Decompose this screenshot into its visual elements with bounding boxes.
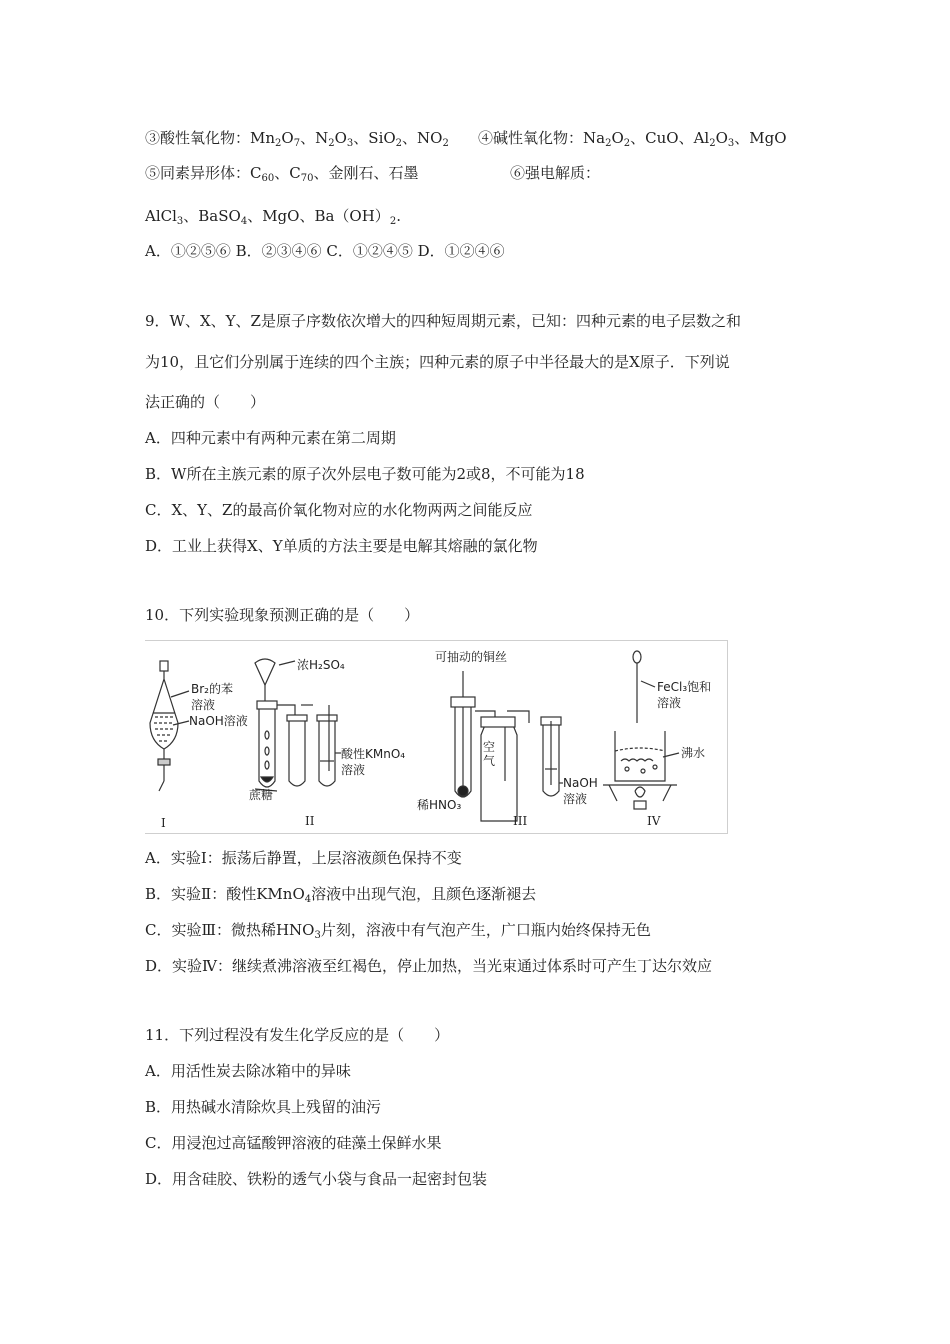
label-solution-4: 溶液	[657, 696, 682, 710]
item-strong-electrolytes-list: AlCl$_3$、BaSO$_4$、MgO、$Ba(OH)_2$.	[145, 207, 401, 227]
apparatus-drawing	[145, 641, 727, 833]
label-exp-4: IV	[647, 814, 661, 828]
q11-option-d: D．用含硅胶、铁粉的透气小袋与食品一起密封包装	[145, 1170, 488, 1188]
item-allotropes: ⑤同素异形体：$C_{60}$、$C_{70}$、金刚石、石墨	[145, 164, 419, 184]
q11-option-c: C．用浸泡过高锰酸钾溶液的硅藻土保鲜水果	[145, 1134, 442, 1152]
apparatus-two	[255, 659, 341, 791]
label-naoh: NaOH	[563, 776, 598, 790]
label-solution-1: 溶液	[191, 698, 216, 712]
q9-option-d: D．工业上获得X、Y单质的方法主要是电解其熔融的氯化物	[145, 537, 538, 555]
q10-option-c: C．实验Ⅲ：微热稀$HNO_3$片刻，溶液中有气泡产生，广口瓶内始终保持无色	[145, 921, 651, 941]
label-exp-3: III	[513, 814, 528, 828]
label-sucrose: 蔗糖	[249, 788, 274, 802]
label-exp-1: I	[161, 816, 166, 830]
label-conc-h2so4: 浓H₂SO₄	[297, 658, 345, 672]
q10-option-b: B．实验Ⅱ：酸性KMnO$_4$溶液中出现气泡，且颜色逐渐褪去	[145, 885, 537, 905]
q11-stem: 11．下列过程没有发生化学反应的是（ ）	[145, 1026, 450, 1044]
label-air-2: 气	[483, 754, 496, 768]
q9-option-c: C．X、Y、Z的最高价氧化物对应的水化物两两之间能反应	[145, 501, 533, 519]
q11-option-b: B．用热碱水清除炊具上残留的油污	[145, 1098, 382, 1116]
label-copper-wire: 可抽动的铜丝	[435, 650, 508, 664]
label-dilute-hno3: 稀HNO₃	[417, 798, 462, 812]
q10-option-a: A．实验Ⅰ：振荡后静置，上层溶液颜色保持不变	[145, 849, 462, 867]
label-air-1: 空	[483, 740, 496, 754]
q9-option-a: A．四种元素中有两种元素在第二周期	[145, 429, 396, 447]
label-boiling-water: 沸水	[681, 746, 706, 760]
q9-stem-line3: 法正确的（ ）	[145, 393, 266, 411]
label-br2-benzene: Br₂的苯	[191, 682, 233, 696]
q10-stem: 10．下列实验现象预测正确的是（ ）	[145, 606, 420, 624]
q10-option-d: D．实验Ⅳ：继续煮沸溶液至红褐色，停止加热，当光束通过体系时可产生丁达尔效应	[145, 957, 713, 975]
label-solution-2: 溶液	[341, 763, 366, 777]
q9-stem-line2: 为10，且它们分别属于连续的四个主族；四种元素的原子中半径最大的是X原子．下列说	[145, 353, 730, 371]
item-basic-oxides: ④碱性氧化物：$Na_2O_2$、CuO、$Al_2O_3$、MgO	[478, 129, 787, 149]
label-solution-3: 溶液	[563, 792, 588, 806]
prev-options: A．①②⑤⑥ B．②③④⑥ C．①②④⑤ D．①②④⑥	[145, 242, 505, 260]
separatory-funnel	[150, 661, 189, 791]
q9-stem-line1: 9．W、X、Y、Z是原子序数依次增大的四种短周期元素，已知：四种元素的电子层数之和	[145, 312, 741, 330]
item-acidic-oxides: ③酸性氧化物：$Mn_2O_7$、$N_2O_3$、SiO$_2$、$NO_2$	[145, 129, 449, 149]
q11-option-a: A．用活性炭去除冰箱中的异味	[145, 1062, 351, 1080]
apparatus-three	[451, 671, 563, 821]
apparatus-four	[603, 651, 682, 809]
label-exp-2: II	[305, 814, 315, 828]
label-naoh-solution: NaOH溶液	[189, 714, 248, 728]
q9-option-b: B．W所在主族元素的原子次外层电子数可能为2或8，不可能为18	[145, 465, 585, 483]
item-strong-electrolytes: ⑥强电解质：	[510, 164, 601, 182]
experiment-apparatus-figure	[145, 640, 728, 834]
label-fecl3: FeCl₃饱和	[657, 680, 712, 694]
label-kmno4: 酸性KMnO₄	[341, 747, 406, 761]
